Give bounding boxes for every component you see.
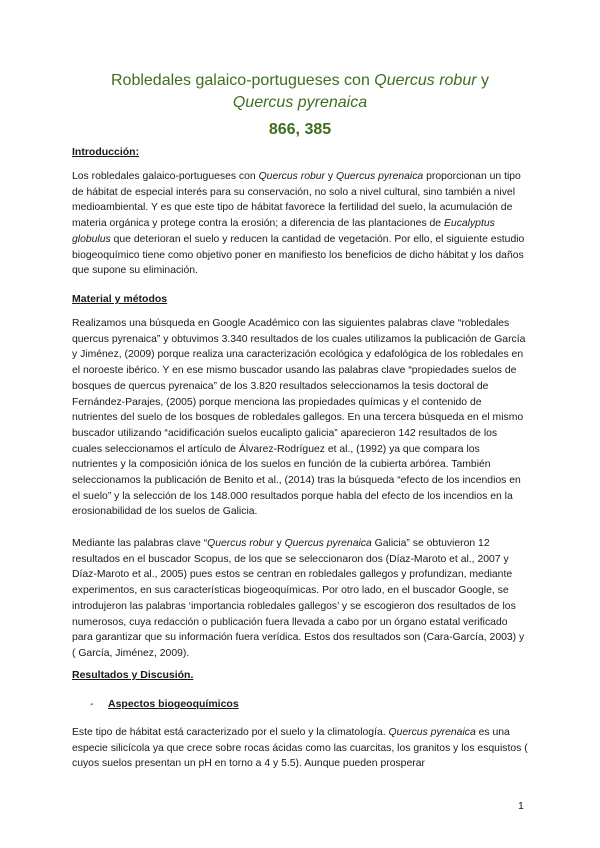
results-text-b: es una especie silicícola ya que crece sobre rocas ácidas como las cuarcitas, los granitos y los esquistos ( cuyos suelos presentan un pH en torno a 4 y 5.5). Aunque pueden prosperar	[72, 727, 528, 770]
results-species-pyrenaica: Quercus pyrenaica	[388, 727, 476, 738]
title-species-robur: Quercus robur	[374, 72, 477, 89]
results-paragraph	[72, 725, 528, 772]
methods-p2-species-robur: Quercus robur	[207, 538, 274, 549]
intro-heading-colon: :	[135, 146, 140, 158]
document-subtitle: 866, 385	[268, 121, 332, 138]
bullet-dash: -	[90, 698, 94, 710]
methods-p2-text-a: Mediante las palabras clave “	[72, 538, 208, 549]
methods-paragraph-1: Realizamos una búsqueda en Google Académico con las siguientes palabras clave “robledales quercus pyrenaica” y obtuvimos 3.340 resultados de los cuales utilizamos la publicación de García y Jiménez, (2009) porque realiza una caracterización ecológica y edafológica de los robledales en el noroeste ibérico. Y en ese mismo buscador usando las palabras clave “propiedades suelos de bosques de quercus pyrenaica” de los 3.820 resultados seleccionamos la tesis doctoral de Fernández-Parajes, (2005) porque menciona las propiedades químicas y el contenido de nutrientes del suelo de los bosques de robledales gallegos. En una tercera búsqueda en el mismo buscador utilizando “acidificación suelos eucalipto galicia” aparecieron 142 resultados de los cuales seleccionamos el artículo de Álvarez-Rodríguez et al., (1992) ya que compara los nutrientes y la composición iónica de los suelos en función de la cubierta arbórea. También seleccionamos la publicación de Benito et al., (2014) tras la búsqueda “efecto de los incendios en el suelo” y la selección de los 148.000 resultados porque habla del efecto de los incendios en la erosionabilidad de los suelos de Galicia.	[72, 318, 526, 518]
methods-p2-text-b: y	[273, 538, 285, 549]
intro-text-a: Los robledales galaico-portugueses con	[72, 171, 259, 182]
methods-p2-text-c: Galicia” se obtuvieron 12 resultados en el buscador Scopus, de los que se seleccionaron dos (Díaz-Maroto et al., 2007 y Díaz-Maroto et al., 2005) pues estos se centran en robledales gallegos y profundizan, mediante experimentos, en sus características biogeoquímicas. Por otro lado, en el buscador Google, se introdujeron las palabras ‘importancia robledales gallegos’ y se escogieron dos resultados de los numerosos, cuya redacción o publicación fuera llevada a cabo por un órgano estatal verificado para garantizar que su información fuera verídica. Estos dos resultados son (Cara-García, 2003) y ( García, Jiménez, 2009).	[72, 538, 525, 659]
intro-species-pyrenaica: Quercus pyrenaica	[335, 171, 424, 182]
results-text-a: Este tipo de hábitat está caracterizado por el suelo y la climatología.	[72, 727, 389, 738]
document-title	[60, 70, 540, 114]
intro-paragraph	[72, 169, 528, 279]
title-species-pyrenaica: Quercus pyrenaica	[232, 94, 368, 111]
intro-heading	[72, 146, 139, 158]
methods-paragraph-2	[72, 536, 528, 662]
methods-heading: Material y métodos	[72, 293, 168, 305]
results-bullet	[90, 698, 239, 710]
intro-text-d: que deterioran el suelo y reducen la cantidad de vegetación. Por ello, el siguiente estudio biogeoquímico tiene como objetivo poner en manifiesto los beneficios de dicho hábitat y los daños que supone su eliminación.	[72, 233, 525, 277]
results-heading: Resultados y Discusión.	[72, 669, 194, 681]
bullet-label: Aspectos biogeoquímicos	[108, 698, 239, 710]
intro-species-robur: Quercus robur	[258, 171, 325, 182]
intro-species-eucalyptus: Eucalyptus globulus	[72, 218, 495, 245]
intro-heading-text: Introducción	[72, 146, 136, 158]
intro-text-c: proporcionan un tipo de hábitat de especial interés para su conservación, no solo a nivel cultural, sino también a nivel medioambiental. Y es que este tipo de hábitat favorece la fertilidad del suelo, la acumulación de materia orgánica y protege contra la erosión; a diferencia de las plantaciones de	[72, 171, 521, 230]
title-conjunction: y	[476, 72, 489, 89]
page-number: 1	[518, 800, 524, 812]
intro-text-b: y	[325, 171, 336, 182]
methods-p2-species-pyrenaica: Quercus pyrenaica	[284, 538, 372, 549]
title-text: Robledales galaico-portugueses con	[111, 72, 375, 89]
